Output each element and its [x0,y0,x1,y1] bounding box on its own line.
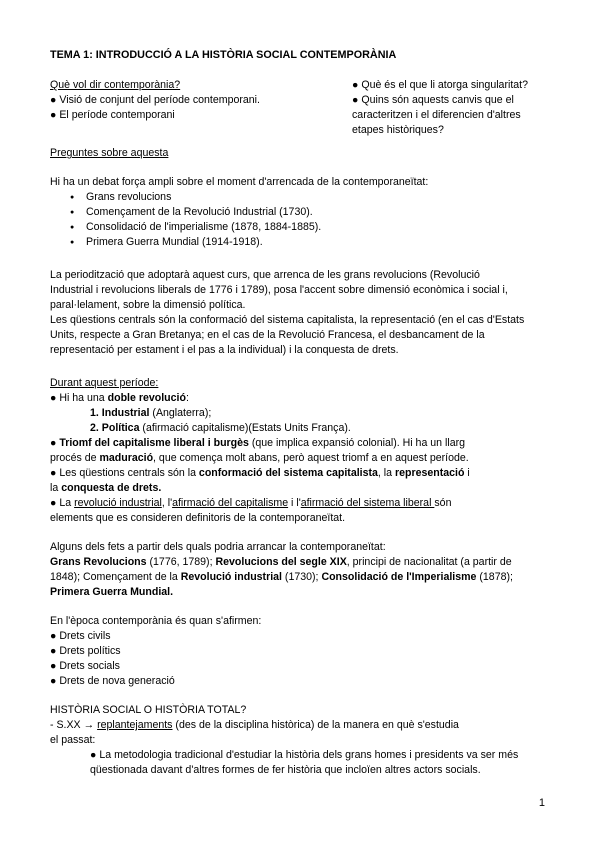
right-column [352,78,552,138]
left-line: ● Visió de conjunt del període contemporani. [50,94,260,106]
drets-item: ● Drets socials [50,660,120,672]
para1-line: paral·lelament, sobre la dimensió política. [50,299,246,311]
durant-line: la conquesta de drets. [50,482,162,494]
historia-heading: HISTÒRIA SOCIAL O HISTÒRIA TOTAL? [50,704,247,716]
right-line: ● Què és el que li atorga singularitat? [352,79,529,91]
para1-line: La periodització que adoptarà aquest curs, que arrenca de les grans revolucions (Revolució [50,269,480,281]
debate-item: ● Grans revolucions [50,190,552,205]
page-title: TEMA 1: INTRODUCCIÓ A LA HISTÒRIA SOCIAL CONTEMPORÀNIA [50,49,397,61]
drets-item: ● Drets polítics [50,645,121,657]
left-line: ● El període contemporani [50,109,175,121]
debate-item: ● Consolidació de l'imperialisme (1878, 1884-1885). [50,220,552,235]
para2-line: representació per estament i el pas a la individual) i la conquesta de drets. [50,344,399,356]
right-line: etapes històriques? [352,124,444,136]
alguns-line: 1848); Començament de la Revolució industrial (1730); Consolidació de l'Imperialisme (1878); [50,571,513,583]
contemporania-heading: Què vol dir contemporània? [50,79,181,91]
alguns-line: Grans Revolucions (1776, 1789); Revolucions del segle XIX, principi de nacionalitat (a partir de [50,556,512,568]
para2-line: Units, respecte a Gran Bretanya; en el cas de la Revolució Francesa, el desbancament de la [50,329,485,341]
durant-sub-item: 2. Política (afirmació capitalisme)(Estats Units França). [90,422,351,434]
durant-line: ● La revolució industrial, l'afirmació del capitalisme i l'afirmació del sistema liberal són [50,497,452,509]
page-number: 1 [538,797,545,809]
alguns-line: Primera Guerra Mundial. [50,586,174,598]
intro-columns [50,78,552,138]
para1-line: Industrial i revolucions liberals de 1776 i 1789), posa l'accent sobre dimensió econòmica i social i, [50,284,508,296]
historia-bullet-line: qüestionada davant d'altres formes de fer història que incloïen altres actors socials. [90,764,481,776]
durant-sub-item: 1. Industrial (Anglaterra); [90,407,212,419]
durant-line: ● Triomf del capitalisme liberal i burgès (que implica expansió colonial). Hi ha un llarg [50,437,466,449]
para2-line: Les qüestions centrals són la conformació del sistema capitalista, la representació (en el cas d'Estats [50,314,525,326]
drets-item: ● Drets de nova generació [50,675,175,687]
debate-intro: Hi ha un debat força ampli sobre el moment d'arrencada de la contemporaneïtat: [50,176,429,188]
durant-heading: Durant aquest període: [50,377,159,389]
durant-line: ● Les qüestions centrals són la conformació del sistema capitalista, la representació i [50,467,470,479]
durant-line: elements que es consideren definitoris de la contemporaneïtat. [50,512,346,524]
historia-line: el passat: [50,734,96,746]
debate-item: ● Començament de la Revolució Industrial (1730). [50,205,552,220]
document-page [50,48,552,778]
drets-intro: En l'època contemporània és quan s'afirmen: [50,615,262,627]
right-line: ● Quins són aquests canvis que el [352,94,514,106]
durant-line: procés de maduració, que comença molt abans, però aquest triomf a en aquest període. [50,452,469,464]
debate-item: ● Primera Guerra Mundial (1914-1918). [50,235,552,250]
durant-line: ● Hi ha una doble revolució: [50,392,189,404]
drets-item: ● Drets civils [50,630,111,642]
right-line: caracteritzen i el diferencien d'altres [352,109,521,121]
alguns-intro: Alguns dels fets a partir dels quals podria arrancar la contemporaneïtat: [50,541,386,553]
historia-line: - S.XX → replantejaments (des de la disciplina històrica) de la manera en què s'estudia [50,719,459,731]
left-column [50,78,312,138]
preguntes-heading: Preguntes sobre aquesta [50,147,169,159]
historia-bullet-line: ● La metodologia tradicional d'estudiar la història dels grans homes i presidents va ser més [90,749,519,761]
